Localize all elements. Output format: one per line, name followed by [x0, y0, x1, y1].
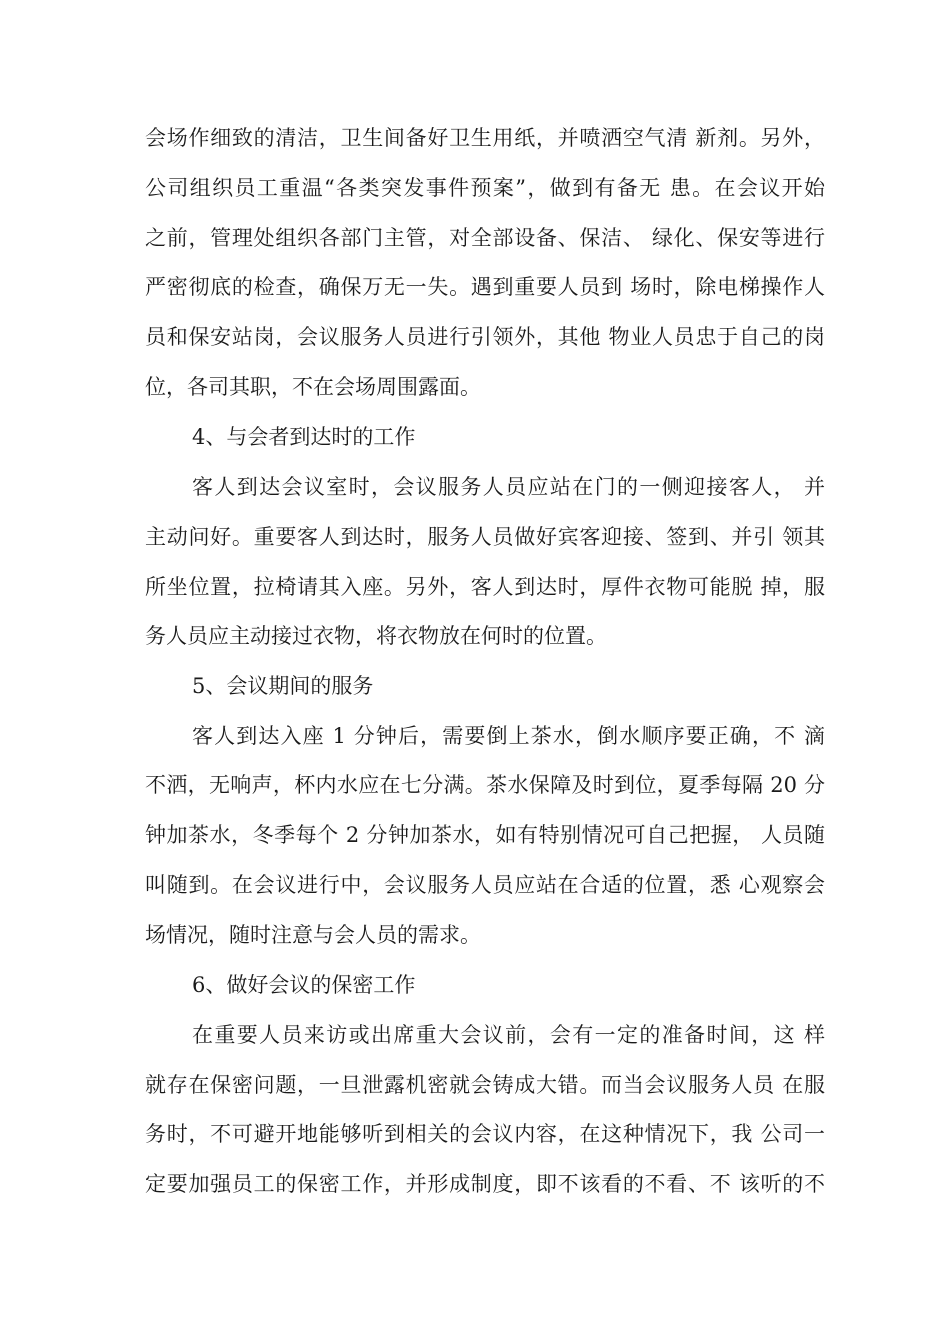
paragraph-line: 就存在保密问题，一旦泄露机密就会铸成大错。而当会议服务人员 在服 [145, 1073, 825, 1097]
paragraph-line: 叫随到。在会议进行中，会议服务人员应站在合适的位置，悉 心观察会 [145, 873, 825, 897]
section-heading: 4、与会者到达时的工作 [192, 425, 416, 449]
paragraph-line: 场情况，随时注意与会人员的需求。 [145, 923, 481, 947]
section-heading: 6、做好会议的保密工作 [192, 973, 416, 997]
paragraph-line: 不洒，无响声，杯内水应在七分满。茶水保障及时到位，夏季每隔 20 分 [145, 773, 825, 797]
paragraph-line: 客人到达入座 1 分钟后，需要倒上茶水，倒水顺序要正确，不 滴 [192, 724, 825, 748]
paragraph-line: 员和保安站岗，会议服务人员进行引领外，其他 物业人员忠于自己的岗 [145, 325, 825, 349]
paragraph-line: 钟加茶水，冬季每个 2 分钟加茶水，如有特别情况可自己把握， 人员随 [145, 823, 825, 847]
paragraph-line: 位，各司其职，不在会场周围露面。 [145, 375, 481, 399]
paragraph-line: 主动问好。重要客人到达时，服务人员做好宾客迎接、签到、并引 领其 [145, 525, 825, 549]
paragraph-line: 在重要人员来访或出席重大会议前，会有一定的准备时间，这 样 [192, 1023, 825, 1047]
paragraph-line: 定要加强员工的保密工作，并形成制度，即不该看的不看、不 该听的不 [145, 1172, 825, 1196]
section-heading: 5、会议期间的服务 [192, 674, 374, 698]
paragraph-line: 务人员应主动接过衣物，将衣物放在何时的位置。 [145, 624, 607, 648]
paragraph-line: 所坐位置，拉椅请其入座。另外，客人到达时，厚件衣物可能脱 掉，服 [145, 575, 825, 599]
paragraph-line: 会场作细致的清洁，卫生间备好卫生用纸，并喷洒空气清 新剂。另外， [145, 126, 825, 150]
paragraph-line: 严密彻底的检查，确保万无一失。遇到重要人员到 场时，除电梯操作人 [145, 275, 825, 299]
paragraph-line: 客人到达会议室时，会议服务人员应站在门的一侧迎接客人， 并 [192, 475, 825, 499]
paragraph-line: 之前，管理处组织各部门主管，对全部设备、保洁、 绿化、保安等进行 [145, 226, 825, 250]
paragraph-line: 务时，不可避开地能够听到相关的会议内容，在这种情况下，我 公司一 [145, 1122, 825, 1146]
paragraph-line: 公司组织员工重温“各类突发事件预案”，做到有备无 患。在会议开始 [145, 176, 825, 200]
